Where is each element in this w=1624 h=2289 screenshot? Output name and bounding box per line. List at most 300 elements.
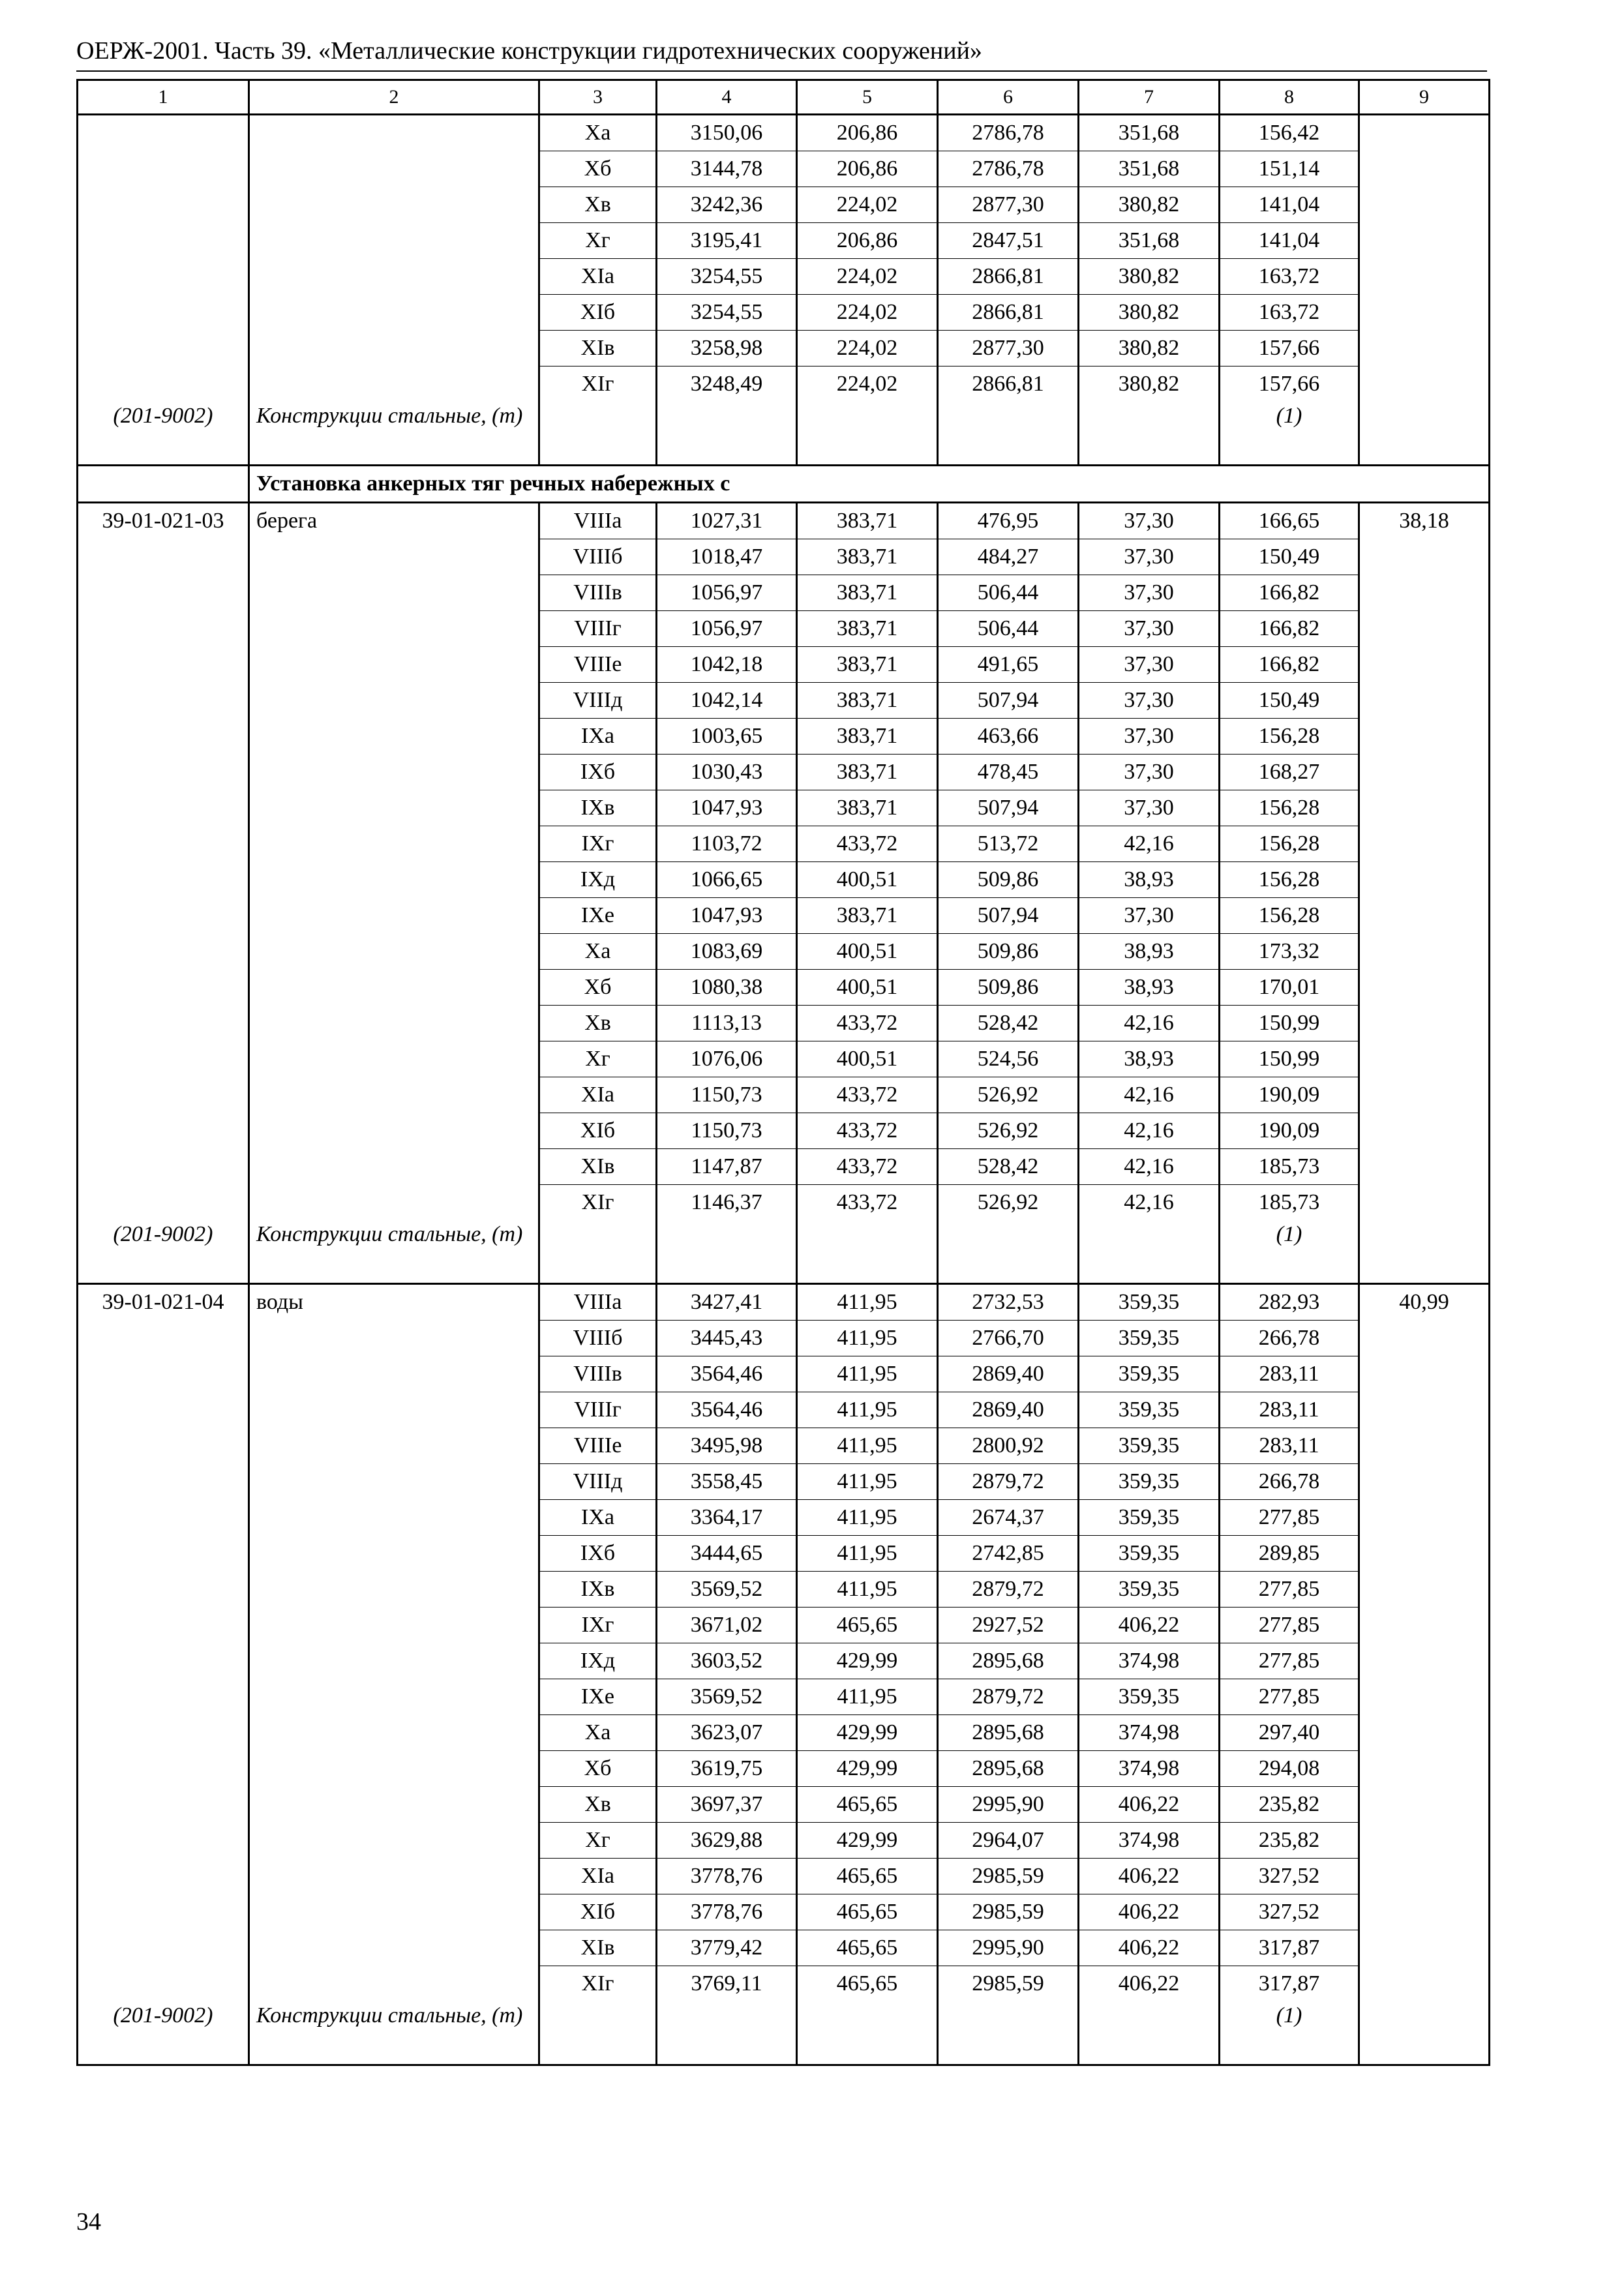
row-category: IXб: [539, 1536, 657, 1572]
col-6-value: 507,94: [938, 898, 1079, 934]
row-col-9: [1359, 539, 1490, 575]
table-row: [78, 503, 1490, 539]
row-name: [249, 1572, 539, 1608]
row-category: Xб: [539, 151, 657, 187]
table-row: [78, 115, 1490, 151]
row-code: [78, 1149, 249, 1185]
row-name: [249, 575, 539, 611]
col-6-value: 2786,78: [938, 151, 1079, 187]
col-6-value: 2786,78: [938, 115, 1079, 151]
table-row: [78, 1284, 1490, 1321]
col-7-value: 37,30: [1079, 503, 1220, 539]
table-row: [78, 1859, 1490, 1894]
row-category: VIIIд: [539, 1464, 657, 1500]
table-row: [78, 1751, 1490, 1787]
col-5-value: 465,65: [797, 1930, 938, 1966]
empty-cell: [78, 466, 249, 503]
col-7-value: 37,30: [1079, 539, 1220, 575]
col-5-value: 383,71: [797, 539, 938, 575]
col-8-value: 156,28: [1220, 826, 1359, 862]
col-7-value: 42,16: [1079, 1113, 1220, 1149]
col-7-value: 359,35: [1079, 1392, 1220, 1428]
row-name: [249, 295, 539, 331]
col-4-value: 3671,02: [657, 1608, 797, 1643]
empty-cell: [938, 402, 1079, 466]
col-5-value: 465,65: [797, 1859, 938, 1894]
col-4-value: 3364,17: [657, 1500, 797, 1536]
col-8-value: 141,04: [1220, 223, 1359, 259]
col-6-value: 513,72: [938, 826, 1079, 862]
table-row: [78, 1392, 1490, 1428]
table-row: [78, 367, 1490, 402]
table-row: [78, 1464, 1490, 1500]
row-code: [78, 1041, 249, 1077]
row-code: [78, 575, 249, 611]
row-code: [78, 1859, 249, 1894]
row-col-9: [1359, 331, 1490, 367]
row-col-9: [1359, 826, 1490, 862]
col-7-value: 359,35: [1079, 1321, 1220, 1356]
row-col-9: [1359, 1356, 1490, 1392]
resource-value: (1): [1220, 402, 1359, 466]
col-4-value: 1003,65: [657, 719, 797, 755]
col-5-value: 411,95: [797, 1321, 938, 1356]
col-5-value: 429,99: [797, 1715, 938, 1751]
col-5-value: 411,95: [797, 1679, 938, 1715]
row-col-9: 40,99: [1359, 1284, 1490, 1321]
row-code: [78, 1185, 249, 1221]
table-row: [78, 1715, 1490, 1751]
table-row: [78, 1572, 1490, 1608]
row-col-9: [1359, 755, 1490, 790]
col-6-value: 463,66: [938, 719, 1079, 755]
row-category: IXг: [539, 826, 657, 862]
row-category: VIIIа: [539, 1284, 657, 1321]
col-5-value: 429,99: [797, 1823, 938, 1859]
col-7-value: 406,22: [1079, 1787, 1220, 1823]
col-5-value: 224,02: [797, 331, 938, 367]
col-6-value: 2985,59: [938, 1966, 1079, 2002]
row-name: [249, 115, 539, 151]
row-name: воды: [249, 1284, 539, 1321]
row-code: [78, 187, 249, 223]
row-col-9: [1359, 790, 1490, 826]
col-8-value: 157,66: [1220, 331, 1359, 367]
row-category: IXе: [539, 1679, 657, 1715]
table-row: [78, 187, 1490, 223]
row-category: XIа: [539, 259, 657, 295]
col-6-value: 476,95: [938, 503, 1079, 539]
col-5-value: 465,65: [797, 1787, 938, 1823]
row-code: [78, 862, 249, 898]
table-row: [78, 1149, 1490, 1185]
row-code: [78, 934, 249, 970]
table-body: [78, 80, 1490, 2065]
row-col-9: [1359, 151, 1490, 187]
col-6-value: 2927,52: [938, 1608, 1079, 1643]
row-name: [249, 1966, 539, 2002]
col-8-value: 190,09: [1220, 1113, 1359, 1149]
col-6-value: 509,86: [938, 862, 1079, 898]
empty-cell: [657, 402, 797, 466]
empty-cell: [657, 1220, 797, 1284]
resource-value: (1): [1220, 1220, 1359, 1284]
col-4-value: 3195,41: [657, 223, 797, 259]
empty-cell: [539, 1220, 657, 1284]
col-8-value: 327,52: [1220, 1894, 1359, 1930]
col-7-value: 37,30: [1079, 755, 1220, 790]
empty-cell: [797, 1220, 938, 1284]
row-name: берега: [249, 503, 539, 539]
row-name: [249, 1006, 539, 1041]
col-8-value: 283,11: [1220, 1428, 1359, 1464]
col-4-value: 1066,65: [657, 862, 797, 898]
row-col-9: [1359, 575, 1490, 611]
col-4-value: 3254,55: [657, 259, 797, 295]
row-category: XIб: [539, 1113, 657, 1149]
row-code: 39-01-021-03: [78, 503, 249, 539]
row-code: [78, 719, 249, 755]
col-8-value: 297,40: [1220, 1715, 1359, 1751]
row-code: [78, 115, 249, 151]
empty-cell: [1079, 2001, 1220, 2065]
row-name: [249, 826, 539, 862]
row-col-9: [1359, 367, 1490, 402]
col-5-value: 433,72: [797, 1185, 938, 1221]
col-8-value: 294,08: [1220, 1751, 1359, 1787]
col-8-value: 235,82: [1220, 1787, 1359, 1823]
col-8-value: 327,52: [1220, 1859, 1359, 1894]
col-6-value: 526,92: [938, 1077, 1079, 1113]
col-4-value: 3427,41: [657, 1284, 797, 1321]
col-4-value: 3254,55: [657, 295, 797, 331]
col-8-value: 156,28: [1220, 719, 1359, 755]
table-row: [78, 539, 1490, 575]
row-code: [78, 1966, 249, 2002]
col-7-value: 406,22: [1079, 1930, 1220, 1966]
table-row: [78, 934, 1490, 970]
row-name: [249, 1930, 539, 1966]
col-6-value: 507,94: [938, 683, 1079, 719]
row-category: Xг: [539, 1823, 657, 1859]
row-category: Xб: [539, 1751, 657, 1787]
row-col-9: [1359, 115, 1490, 151]
row-category: Xа: [539, 934, 657, 970]
resource-code: (201-9002): [78, 402, 249, 466]
col-7-value: 380,82: [1079, 367, 1220, 402]
col-8-value: 235,82: [1220, 1823, 1359, 1859]
row-name: [249, 1113, 539, 1149]
page-number: 34: [76, 2208, 101, 2236]
row-category: VIIIв: [539, 575, 657, 611]
row-name: [249, 898, 539, 934]
col-6-value: 484,27: [938, 539, 1079, 575]
col-7-value: 42,16: [1079, 826, 1220, 862]
col-8-value: 156,28: [1220, 790, 1359, 826]
section-title-row: [78, 466, 1490, 503]
row-name: [249, 790, 539, 826]
row-name: [249, 1823, 539, 1859]
col-6-value: 2995,90: [938, 1787, 1079, 1823]
row-name: [249, 1392, 539, 1428]
row-code: [78, 826, 249, 862]
col-5-value: 224,02: [797, 367, 938, 402]
col-4-value: 3619,75: [657, 1751, 797, 1787]
empty-cell: [797, 2001, 938, 2065]
row-name: [249, 1500, 539, 1536]
col-4-value: 1018,47: [657, 539, 797, 575]
row-code: [78, 1006, 249, 1041]
row-category: Xв: [539, 1006, 657, 1041]
row-col-9: [1359, 1077, 1490, 1113]
row-col-9: [1359, 611, 1490, 647]
col-7-value: 37,30: [1079, 683, 1220, 719]
row-col-9: [1359, 1966, 1490, 2002]
col-4-value: 1150,73: [657, 1113, 797, 1149]
col-6-value: 2766,70: [938, 1321, 1079, 1356]
row-col-9: [1359, 1751, 1490, 1787]
row-code: [78, 1536, 249, 1572]
row-name: [249, 187, 539, 223]
col-6-value: 2866,81: [938, 259, 1079, 295]
col-6-value: 2895,68: [938, 1715, 1079, 1751]
row-name: [249, 755, 539, 790]
col-4-value: 3569,52: [657, 1572, 797, 1608]
row-name: [249, 1041, 539, 1077]
row-code: [78, 367, 249, 402]
table-row: [78, 1356, 1490, 1392]
row-code: [78, 1428, 249, 1464]
column-number-3: 3: [539, 80, 657, 115]
table-row: [78, 683, 1490, 719]
row-code: [78, 295, 249, 331]
row-name: [249, 1149, 539, 1185]
empty-cell: [1079, 402, 1220, 466]
col-4-value: 1047,93: [657, 790, 797, 826]
table-row: [78, 295, 1490, 331]
col-7-value: 37,30: [1079, 790, 1220, 826]
col-5-value: 411,95: [797, 1284, 938, 1321]
col-6-value: 506,44: [938, 575, 1079, 611]
col-5-value: 206,86: [797, 223, 938, 259]
row-name: [249, 1679, 539, 1715]
table-row: [78, 259, 1490, 295]
row-category: XIг: [539, 1966, 657, 2002]
col-4-value: 1027,31: [657, 503, 797, 539]
row-col-9: [1359, 1185, 1490, 1221]
column-number-9: 9: [1359, 80, 1490, 115]
col-5-value: 411,95: [797, 1392, 938, 1428]
row-code: [78, 1392, 249, 1428]
table-row: [78, 1930, 1490, 1966]
col-6-value: 2995,90: [938, 1930, 1079, 1966]
col-6-value: 2879,72: [938, 1464, 1079, 1500]
col-5-value: 383,71: [797, 898, 938, 934]
row-name: [249, 934, 539, 970]
table-row: [78, 1787, 1490, 1823]
col-4-value: 1103,72: [657, 826, 797, 862]
row-category: IXд: [539, 862, 657, 898]
col-6-value: 478,45: [938, 755, 1079, 790]
row-category: XIв: [539, 1149, 657, 1185]
col-6-value: 2879,72: [938, 1679, 1079, 1715]
row-name: [249, 1608, 539, 1643]
row-code: [78, 1113, 249, 1149]
col-4-value: 3144,78: [657, 151, 797, 187]
col-4-value: 1042,18: [657, 647, 797, 683]
row-code: [78, 970, 249, 1006]
col-5-value: 411,95: [797, 1464, 938, 1500]
row-name: [249, 367, 539, 402]
col-8-value: 277,85: [1220, 1643, 1359, 1679]
table-row: [78, 719, 1490, 755]
col-4-value: 3569,52: [657, 1679, 797, 1715]
col-8-value: 156,42: [1220, 115, 1359, 151]
row-name: [249, 1356, 539, 1392]
col-8-value: 266,78: [1220, 1464, 1359, 1500]
row-col-9: [1359, 1859, 1490, 1894]
col-8-value: 173,32: [1220, 934, 1359, 970]
row-col-9: [1359, 1894, 1490, 1930]
resource-value: (1): [1220, 2001, 1359, 2065]
column-number-8: 8: [1220, 80, 1359, 115]
row-category: VIIIг: [539, 1392, 657, 1428]
col-7-value: 380,82: [1079, 295, 1220, 331]
col-7-value: 37,30: [1079, 575, 1220, 611]
col-5-value: 411,95: [797, 1536, 938, 1572]
row-name: [249, 1715, 539, 1751]
row-code: [78, 1823, 249, 1859]
row-code: [78, 898, 249, 934]
empty-cell: [938, 1220, 1079, 1284]
row-category: XIб: [539, 1894, 657, 1930]
col-6-value: 2985,59: [938, 1894, 1079, 1930]
row-name: [249, 1859, 539, 1894]
col-7-value: 37,30: [1079, 611, 1220, 647]
row-category: Xв: [539, 187, 657, 223]
row-category: Xа: [539, 1715, 657, 1751]
col-7-value: 351,68: [1079, 115, 1220, 151]
row-col-9: [1359, 1787, 1490, 1823]
col-8-value: 166,65: [1220, 503, 1359, 539]
row-code: [78, 331, 249, 367]
row-col-9: [1359, 1041, 1490, 1077]
row-category: XIв: [539, 1930, 657, 1966]
row-col-9: [1359, 187, 1490, 223]
row-code: [78, 539, 249, 575]
row-name: [249, 1643, 539, 1679]
row-col-9: [1359, 862, 1490, 898]
col-4-value: 3150,06: [657, 115, 797, 151]
col-7-value: 380,82: [1079, 187, 1220, 223]
row-name: [249, 1464, 539, 1500]
col-6-value: 526,92: [938, 1113, 1079, 1149]
col-6-value: 2964,07: [938, 1823, 1079, 1859]
row-code: [78, 611, 249, 647]
row-col-9: [1359, 1643, 1490, 1679]
col-7-value: 374,98: [1079, 1643, 1220, 1679]
row-col-9: [1359, 1715, 1490, 1751]
row-code: [78, 1500, 249, 1536]
row-name: [249, 1077, 539, 1113]
row-col-9: [1359, 259, 1490, 295]
col-5-value: 465,65: [797, 1608, 938, 1643]
col-5-value: 465,65: [797, 1966, 938, 2002]
col-6-value: 2877,30: [938, 331, 1079, 367]
col-5-value: 400,51: [797, 1041, 938, 1077]
row-col-9: [1359, 1464, 1490, 1500]
row-name: [249, 611, 539, 647]
col-6-value: 2877,30: [938, 187, 1079, 223]
empty-cell: [797, 402, 938, 466]
col-5-value: 429,99: [797, 1751, 938, 1787]
col-5-value: 465,65: [797, 1894, 938, 1930]
row-name: [249, 259, 539, 295]
row-name: [249, 1185, 539, 1221]
table-row: [78, 1966, 1490, 2002]
resource-name: Конструкции стальные, (т): [249, 1220, 539, 1284]
row-code: [78, 1077, 249, 1113]
column-number-2: 2: [249, 80, 539, 115]
col-4-value: 3603,52: [657, 1643, 797, 1679]
row-category: Xа: [539, 115, 657, 151]
col-8-value: 163,72: [1220, 259, 1359, 295]
col-7-value: 380,82: [1079, 331, 1220, 367]
col-4-value: 3623,07: [657, 1715, 797, 1751]
row-code: [78, 1787, 249, 1823]
col-4-value: 1080,38: [657, 970, 797, 1006]
col-7-value: 359,35: [1079, 1428, 1220, 1464]
col-4-value: 1056,97: [657, 611, 797, 647]
row-name: [249, 1536, 539, 1572]
col-5-value: 224,02: [797, 259, 938, 295]
column-number-6: 6: [938, 80, 1079, 115]
col-6-value: 524,56: [938, 1041, 1079, 1077]
column-number-7: 7: [1079, 80, 1220, 115]
col-4-value: 1146,37: [657, 1185, 797, 1221]
row-category: IXв: [539, 790, 657, 826]
col-8-value: 166,82: [1220, 647, 1359, 683]
row-code: [78, 1608, 249, 1643]
col-4-value: 3242,36: [657, 187, 797, 223]
row-code: [78, 1930, 249, 1966]
col-7-value: 406,22: [1079, 1894, 1220, 1930]
col-4-value: 3778,76: [657, 1894, 797, 1930]
col-4-value: 1147,87: [657, 1149, 797, 1185]
empty-cell: [539, 402, 657, 466]
col-6-value: 2866,81: [938, 367, 1079, 402]
row-name: [249, 1787, 539, 1823]
col-7-value: 359,35: [1079, 1356, 1220, 1392]
col-4-value: 3564,46: [657, 1356, 797, 1392]
col-5-value: 433,72: [797, 826, 938, 862]
row-col-9: [1359, 1823, 1490, 1859]
col-8-value: 170,01: [1220, 970, 1359, 1006]
col-5-value: 383,71: [797, 575, 938, 611]
col-5-value: 400,51: [797, 862, 938, 898]
row-code: [78, 1894, 249, 1930]
col-5-value: 433,72: [797, 1077, 938, 1113]
col-7-value: 374,98: [1079, 1823, 1220, 1859]
row-name: [249, 151, 539, 187]
row-name: [249, 1894, 539, 1930]
table-row: [78, 331, 1490, 367]
col-4-value: 3248,49: [657, 367, 797, 402]
col-7-value: 374,98: [1079, 1715, 1220, 1751]
section-title: Установка анкерных тяг речных набережных с: [249, 466, 1490, 503]
col-8-value: 150,99: [1220, 1006, 1359, 1041]
resource-row: [78, 1220, 1490, 1284]
